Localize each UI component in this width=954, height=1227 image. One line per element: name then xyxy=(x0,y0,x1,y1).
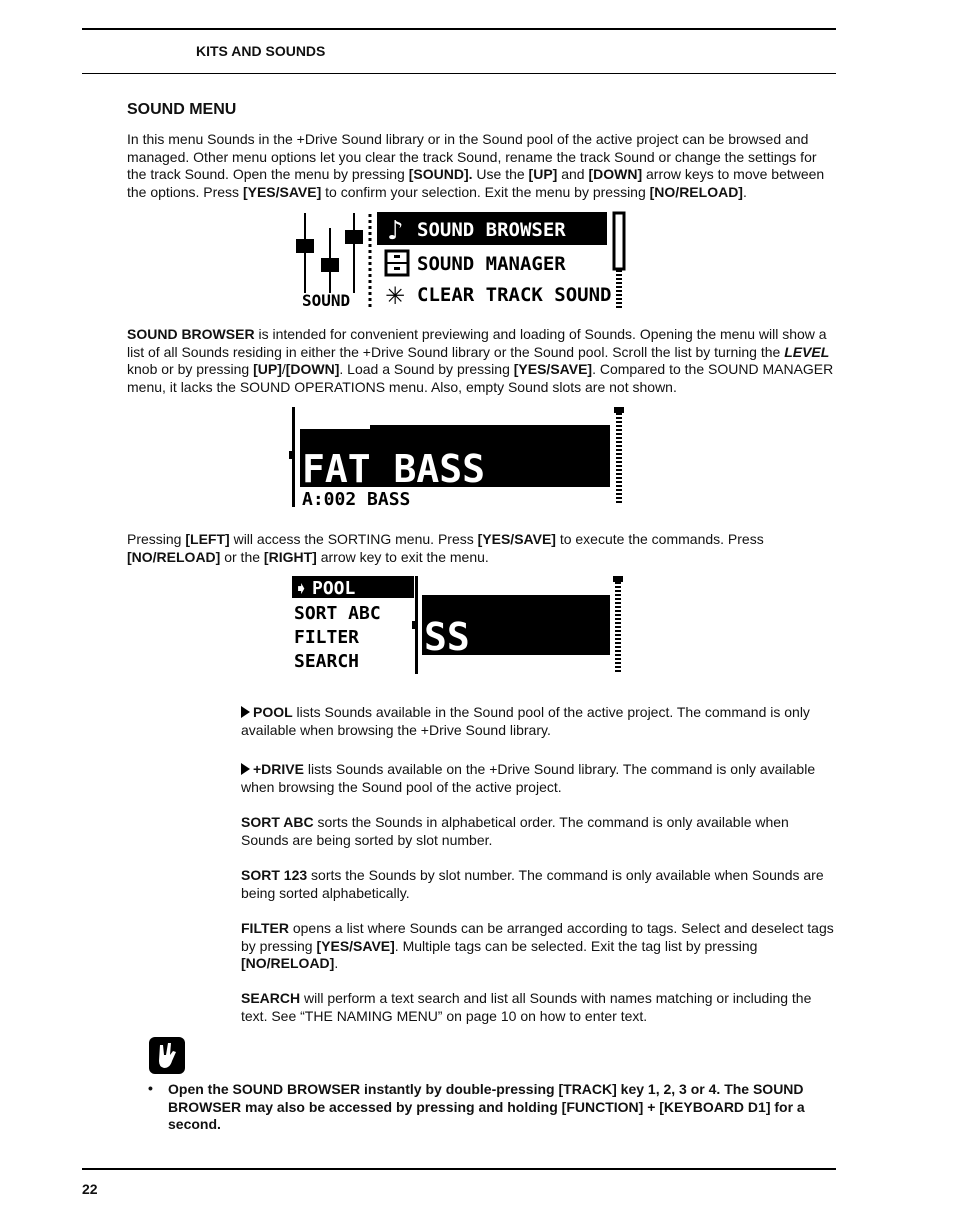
sort-item-search[interactable]: SEARCH xyxy=(294,651,360,672)
sparkle-icon: ✳ xyxy=(385,282,406,310)
footer-rule xyxy=(82,1168,836,1170)
sorting-paragraph: Pressing [LEFT] will access the SORTING menu. Press [YES/SAVE] to execute the commands. Press [NO/RELOAD] or the [RIGHT] arrow key to exit the menu. xyxy=(127,531,764,565)
sort-item-sort-abc[interactable]: SORT ABC xyxy=(294,603,381,624)
section-header: KITS AND SOUNDS xyxy=(196,43,326,59)
arrow-right-icon xyxy=(241,706,250,718)
tip-text: Open the SOUND BROWSER instantly by double-pressing [TRACK] key 1, 2, 3 or 4. The SOUND BROWSER may also be accessed by pressing and holding [FUNCTION] + [KEYBOARD D1] for a second. xyxy=(168,1081,805,1132)
top-rule xyxy=(82,28,836,30)
sorting-menu-screen xyxy=(290,573,635,678)
sound-browser-paragraph: SOUND BROWSER is intended for convenient previewing and loading of Sounds. Opening the menu will show a list of all Sounds residing in either the +Drive Sound library or the Sound pool. Scroll the list by turning the LEVEL knob or by pressing [UP]/[DOWN]. Load a Sound by pressing [YES/SAVE]. Compared to the SOUND MANAGER menu, it lacks the SOUND OPERATIONS menu. Also, empty Sound slots are not shown. xyxy=(127,326,834,395)
menu-item-clear-track-sound[interactable]: CLEAR TRACK SOUND xyxy=(417,284,612,306)
page-number: 22 xyxy=(82,1181,98,1197)
tip-hand-icon xyxy=(149,1037,185,1074)
box-icon xyxy=(386,251,408,275)
note-icon: ♪ xyxy=(387,216,404,246)
def-search: SEARCH will perform a text search and list all Sounds with names matching or including the text. See “THE NAMING MENU” on page 10 on how to enter text. xyxy=(241,990,812,1024)
def-pool: POOL lists Sounds available in the Sound pool of the active project. The command is only available when browsing the +Drive Sound library. xyxy=(241,704,810,738)
def-filter: FILTER opens a list where Sounds can be arranged according to tags. Select and deselect tags by pressing [YES/SAVE]. Multiple tags can be selected. Exit the tag list by pressing [NO/RELOAD]. xyxy=(241,920,834,971)
sort-item-filter[interactable]: FILTER xyxy=(294,627,360,648)
scrollbar xyxy=(613,576,623,672)
arrow-right-icon: ➧ xyxy=(294,579,309,599)
page-heading: SOUND MENU xyxy=(127,101,237,118)
selected-sound-name[interactable]: FAT BASS xyxy=(302,447,486,491)
intro-paragraph: In this menu Sounds in the +Drive Sound library or in the Sound pool of the active project can be browsed and managed. Other menu options let you clear the track Sound, rename the track Sound or change the settings for the track Sound. Open the menu by pressing [SOUND]. Use the [UP] and [DOWN] arrow keys to move between the options. Press [YES/SAVE] to confirm your selection. Exit the menu by pressing [NO/RELOAD]. xyxy=(127,131,825,200)
sound-browser-screen xyxy=(288,405,633,510)
menu-item-sound-browser[interactable]: SOUND BROWSER xyxy=(417,219,566,241)
scrollbar xyxy=(614,407,624,503)
sound-menu-screen xyxy=(293,208,633,314)
def-sort-123: SORT 123 sorts the Sounds by slot number. The command is only available when Sounds are being sorted alphabetically. xyxy=(241,867,824,901)
background-sound-name: SS xyxy=(424,615,470,659)
next-sound-slot[interactable]: A:002 BASS xyxy=(302,489,411,510)
scrollbar xyxy=(614,213,624,308)
def-sort-abc: SORT ABC sorts the Sounds in alphabetical order. The command is only available when Sounds are being sorted by slot number. xyxy=(241,814,789,848)
sound-label: SOUND xyxy=(302,291,351,310)
def-drive: +DRIVE lists Sounds available on the +Drive Sound library. The command is only available when browsing the Sound pool of the active project. xyxy=(241,761,816,795)
menu-item-sound-manager[interactable]: SOUND MANAGER xyxy=(417,253,566,275)
arrow-right-icon xyxy=(241,763,250,775)
header-rule xyxy=(82,73,836,74)
sort-item-pool[interactable]: POOL xyxy=(312,578,356,599)
tip-bullet: • xyxy=(148,1080,153,1096)
fader-icon xyxy=(296,213,363,293)
